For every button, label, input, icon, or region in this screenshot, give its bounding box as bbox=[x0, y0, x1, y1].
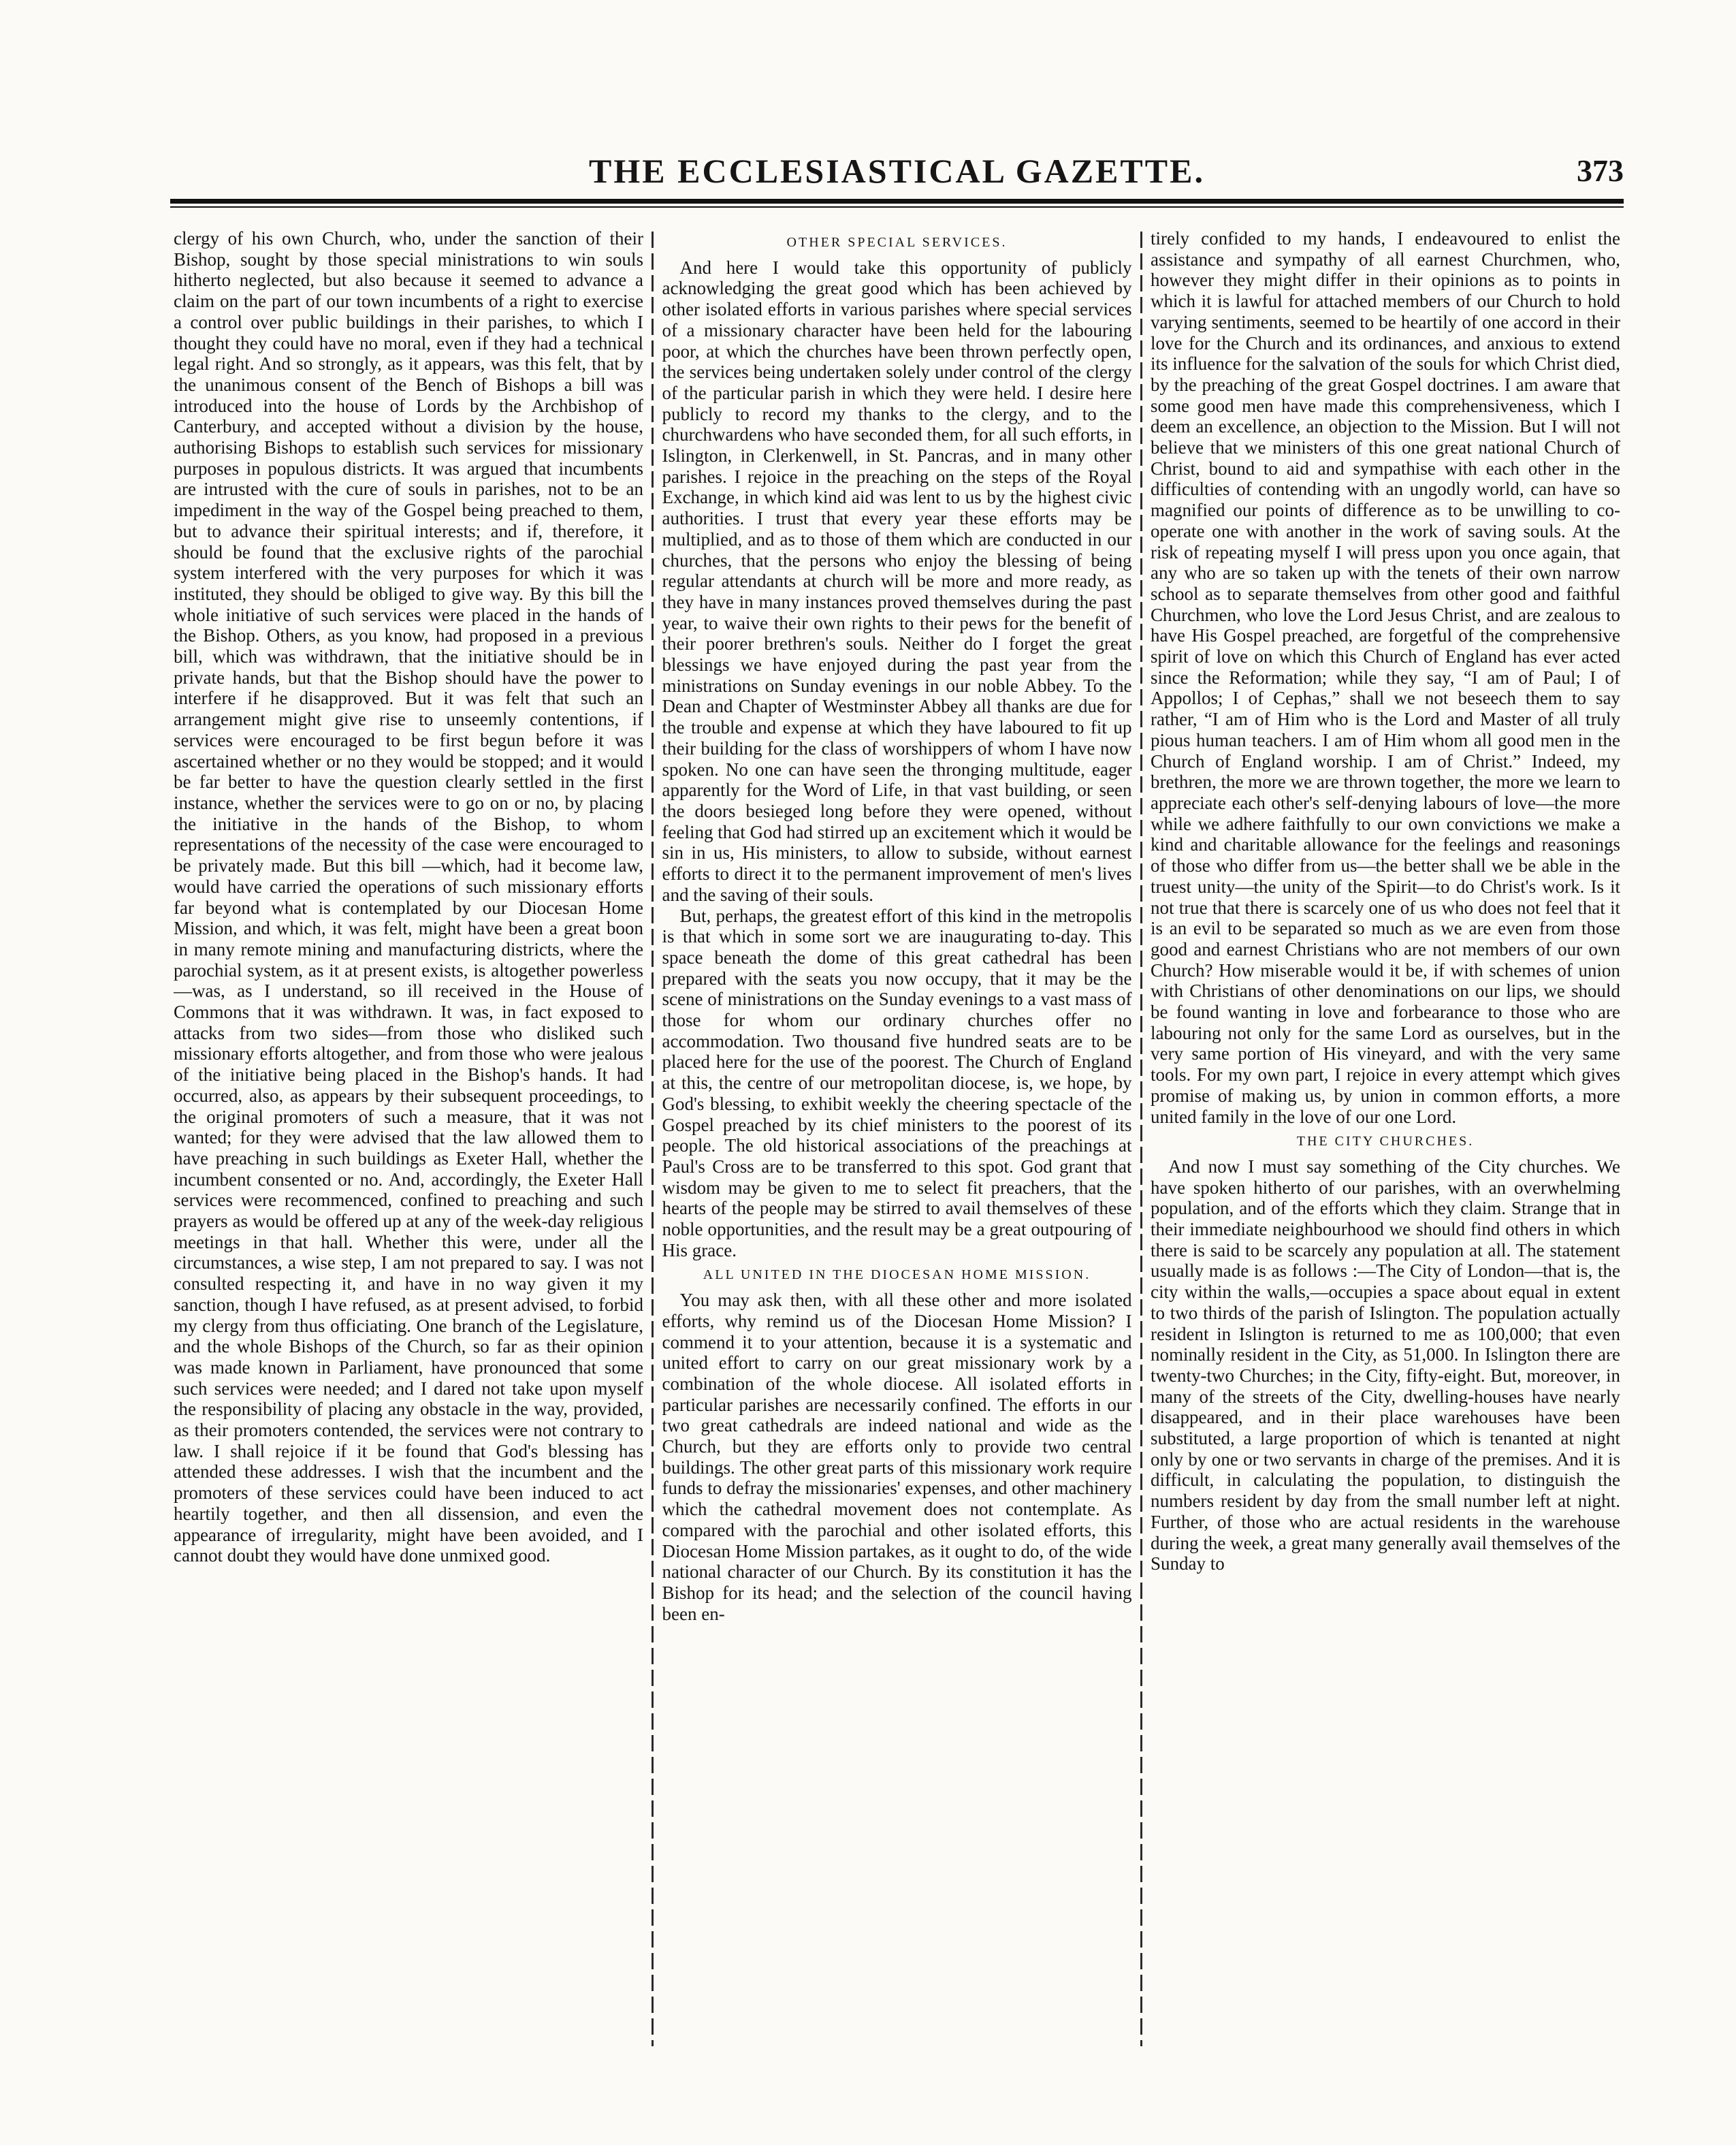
section-heading: OTHER SPECIAL SERVICES. bbox=[786, 235, 1008, 250]
paragraph: tirely confided to my hands, I endeavoured to enlist the assistance and sympathy of all earnest Churchmen, who, however they might differ in their opinions as to points in which it is lawful for attached members of our Church to hold varying sentiments, seemed to be heartily of one accord in their love for the Church and its ordinances, and anxious to extend its influence for the salvation of the souls for which Christ died, by the preaching of the great Gospel doctrines. I am aware that some good men have made this comprehensiveness, which I deem an excellence, an objection to the Mission. But I will not believe that we ministers of this one great national Church of Christ, bound to aid and sympathise with each other in the difficulties of contending with an ungodly world, can have so magnified our points of difference as to be unwilling to co-operate one with another in the work of saving souls. At the risk of repeating myself I will press upon you once again, that any who are so taken up with the tenets of their own narrow school as to separate themselves from other good and faithful Churchmen, who love the Lord Jesus Christ, and are zealous to have His Gospel preached, are forgetful of the comprehensive spirit of love on which this Church of England has ever acted since the Reformation; while they say, “I am of Paul; I of Appollos; I of Cephas,” shall we not beseech them to say rather, “I am of Him who is the Lord and Master of all truly pious human teachers. I am of Him whom all good men in the Church of England worship. I am of Christ.” Indeed, my brethren, the more we are thrown together, the more we learn to appreciate each other's self-denying labours of love—the more while we adhere faithfully to our own convictions we make a kind and charitable allowance for the feelings and reasonings of those who differ from us—the better shall we be able in the truest unity—the unity of the Spirit—to do Christ's work. Is it not true that there is scarcely one of us who does not feel that it is an evil to be separated so much as we are even from those good and earnest Christians who are not members of our own Church? How miserable would it be, if with schemes of union with Christians of other denominations on our lips, we should be found wanting in love and forbearance to those who are labouring not only for the same Lord as ourselves, but in the very same portion of His vineyard, and with the very same tools. For my own part, I rejoice in every attempt which gives promise of making us, by union in common efforts, a more united family in the love of our one Lord. bbox=[1151, 228, 1620, 1127]
column-1 bbox=[174, 228, 643, 2053]
paragraph: You may ask then, with all these other and more isolated efforts, why remind us of the Diocesan Home Mission? I commend it to your attention, because it is a systematic and united effort to carry on our great missionary work by a combination of the whole diocese. All isolated efforts in particular parishes are necessarily confined. The efforts in our two great cathedrals are indeed national and wide as the Church, but they are efforts only to provide two central buildings. The other great parts of this missionary work require funds to defray the missionaries' expenses, and other machinery which the cathedral movement does not contemplate. As compared with the parochial and other isolated efforts, this Diocesan Home Mission partakes, as it ought to do, of the wide national character of our Church. By its constitution it has the Bishop for its head; and the selection of the council having been en- bbox=[662, 1290, 1132, 1624]
section-heading: ALL UNITED IN THE DIOCESAN HOME MISSION. bbox=[703, 1267, 1091, 1283]
paragraph: And here I would take this opportunity of publicly acknowledging the great good which has been achieved by other isolated efforts in various parishes where special services of a missionary character have been held for the labouring poor, at which the churches have been thrown perfectly open, the services being undertaken solely under control of the clergy of the particular parish in which they were held. I desire here publicly to record my thanks to the clergy, and to the churchwardens who have seconded them, for all such efforts, in Islington, in Clerkenwell, in St. Pancras, and in many other parishes. I rejoice in the preaching on the steps of the Royal Exchange, in which kind aid was lent to us by the highest civic authorities. I trust that every year these efforts may be multiplied, and as to those of them which are conducted in our churches, that the persons who enjoy the blessing of being regular attendants at church will be more and more ready, as they have in many instances proved themselves during the past year, to waive their own rights to their pews for the benefit of their poorer brethren's souls. Neither do I forget the great blessings we have enjoyed during the past year from the ministrations on Sunday evenings in our noble Abbey. To the Dean and Chapter of Westminster Abbey all thanks are due for the trouble and expense at which they have laboured to fit up their building for the class of worshippers of whom I have now spoken. No one can have seen the thronging multitude, eager apparently for the Word of Life, in that vast building, or seen the doors besieged long before they were opened, without feeling that God had stirred up an excitement which it would be sin in us, His ministers, to allow to subside, without earnest efforts to direct it to the permanent improvement of men's lives and the saving of their souls. bbox=[662, 257, 1132, 905]
paragraph: clergy of his own Church, who, under the sanction of their Bishop, sought by those special ministrations to win souls hitherto neglected, but also because it seemed to advance a claim on the part of our town incumbents of a right to exercise a control over public buildings in their parishes, to which I thought they could have no moral, even if they had a technical legal right. And so strongly, as it appears, was this felt, that by the unanimous consent of the Bench of Bishops a bill was introduced into the house of Lords by the Archbishop of Canterbury, and accepted without a division by the house, authorising Bishops to establish such services for missionary purposes in populous districts. It was argued that incumbents are intrusted with the cure of souls in parishes, not to be an impediment in the way of the Gospel being preached to them, but to advance their spiritual interests; and if, therefore, it should be found that the exclusive rights of the parochial system interfered with the very purposes for which it was instituted, they should be obliged to give way. By this bill the whole initiative of such services were placed in the hands of the Bishop. Others, as you know, had proposed in a previous bill, which was withdrawn, that the initiative should be in private hands, but that the Bishop should have the power to interfere if he disapproved. But it was felt that such an arrangement might give rise to unseemly contentions, if services were encouraged to be first begun before it was ascertained whether or no they would be stopped; and it would be far better to have the question clearly settled in the first instance, whether the services were to go on or no, by placing the initiative in the hands of the Bishop, to whom representations of the necessity of the case were encouraged to be privately made. But this bill —which, had it become law, would have carried the operations of such missionary efforts far beyond what is contemplated by our Diocesan Home Mission, and which, it was felt, might have been a great boon in many remote mining and manufacturing districts, where the parochial system, as it at present exists, is altogether powerless—was, as I understand, so ill received in the House of Commons that it was withdrawn. It was, in fact exposed to attacks from two sides—from those who disliked such missionary efforts altogether, and from those who were jealous of the initiative being placed in the Bishop's hands. It had occurred, also, as appears by their subsequent proceedings, to the original promoters of such a measure, that it was not wanted; for they were advised that the law allowed them to have preaching in such buildings as Exeter Hall, whether the incumbent consented or no. And, accordingly, the Exeter Hall services were recommenced, confined to preaching and such prayers as would be offered up at any of the week-day religious meetings in that hall. Whether this were, under all the circumstances, a wise step, I am not prepared to say. I was not consulted respecting it, and have in no way given it my sanction, though I have refused, as at present advised, to forbid my clergy from thus officiating. One branch of the Legislature, and the whole Bishops of the Church, so far as their opinion was made known in Parliament, have pronounced that some such services were needed; and I dared not take upon myself the responsibility of placing any obstacle in the way, provided, as their promoters contended, the services were not contrary to law. I shall rejoice if it be found that God's blessing has attended these addresses. I wish that the incumbent and the promoters of these services could have been induced to act heartily together, and then all dissension, and even the appearance of irregularity, might have been avoided, and I cannot doubt they would have done unmixed good. bbox=[174, 228, 643, 1566]
masthead bbox=[170, 151, 1624, 192]
column-divider bbox=[1140, 232, 1142, 2046]
header-rule-thick bbox=[170, 199, 1624, 204]
text-columns bbox=[174, 228, 1620, 2053]
page-number: 373 bbox=[1577, 153, 1624, 188]
header-rule-thin bbox=[170, 206, 1624, 208]
column-2 bbox=[662, 228, 1132, 2053]
column-3 bbox=[1151, 228, 1620, 2053]
section-heading: THE CITY CHURCHES. bbox=[1296, 1134, 1475, 1149]
column-divider bbox=[652, 232, 654, 2046]
paragraph: But, perhaps, the greatest effort of this kind in the metropolis is that which in some sort we are inaugurating to-day. This space beneath the dome of this great cathedral has been prepared with the seats you now occupy, that it may be the scene of ministrations on the Sunday evenings to a vast mass of those for whom our ordinary churches offer no accommodation. Two thousand five hundred seats are to be placed here for the use of the poorest. The Church of England at this, the centre of our metropolitan diocese, is, we hope, by God's blessing, to exhibit weekly the cheering spectacle of the Gospel preached by its chief ministers to the poorest of its people. The old historical associations of the preachings at Paul's Cross are to be transferred to this spot. God grant that wisdom may be given to me to select fit preachers, that the hearts of the people may be stirred to avail themselves of these noble opportunities, and the result may be a great outpouring of His grace. bbox=[662, 905, 1132, 1260]
page-title: THE ECCLESIASTICAL GAZETTE. bbox=[589, 152, 1205, 190]
paragraph: And now I must say something of the City churches. We have spoken hitherto of our parishes, with an overwhelming population, and of the efforts which they claim. Strange that in their immediate neighbourhood we should find others in which there is said to be scarcely any population at all. The statement usually made is as follows :—The City of London—that is, the city within the walls,—occupies a space about equal in extent to two thirds of the parish of Islington. The population actually resident in Islington is returned to me as 100,000; that even nominally resident in the City, as 51,000. In Islington there are twenty-two Churches; in the City, fifty-eight. But, moreover, in many of the streets of the City, dwelling-houses have nearly disappeared, and in their place warehouses have been substituted, a large proportion of which is tenanted at night only by one or two servants in charge of the premises. And it is difficult, in calculating the population, to distinguish the numbers resident by day from the small number left at night. Further, of those who are actual residents in the warehouse during the week, a great many generally avail themselves of the Sunday to bbox=[1151, 1156, 1620, 1574]
